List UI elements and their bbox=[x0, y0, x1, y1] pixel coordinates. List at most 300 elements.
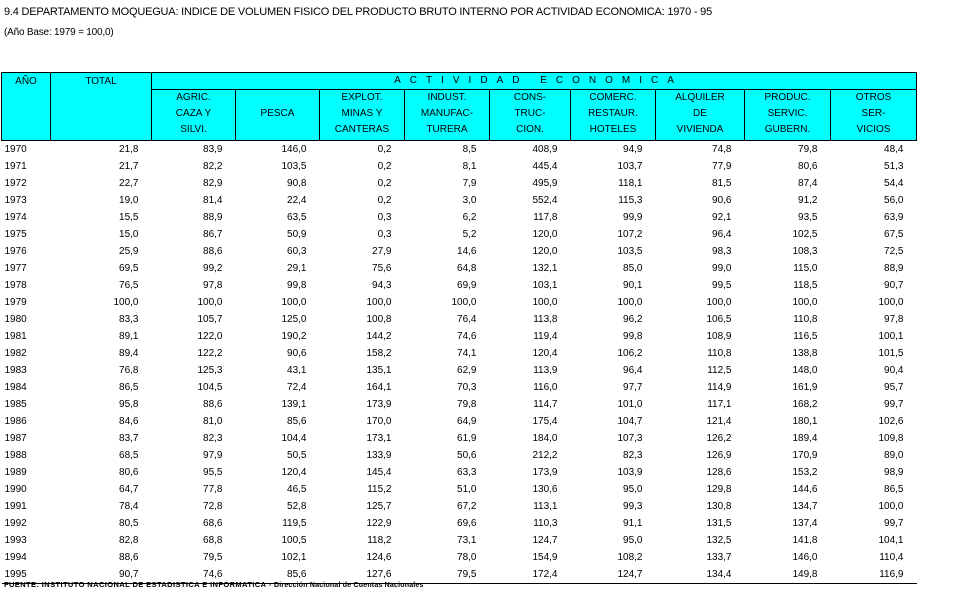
row-value: 100,0 bbox=[197, 297, 223, 308]
row-value: 106,2 bbox=[617, 348, 643, 359]
row-value: 116,5 bbox=[793, 331, 818, 342]
row-value: 63,5 bbox=[287, 212, 307, 223]
row-value: 100,1 bbox=[878, 331, 904, 342]
row-value: 100,0 bbox=[532, 297, 558, 308]
row-value: 51,0 bbox=[457, 484, 477, 495]
row-value: 133,7 bbox=[706, 552, 732, 563]
row-value: 100,8 bbox=[366, 314, 392, 325]
row-value: 99,0 bbox=[712, 263, 732, 274]
header-column-3 bbox=[405, 90, 490, 141]
row-year: 1982 bbox=[4, 348, 27, 359]
row-value: 29,1 bbox=[287, 263, 307, 274]
row-value: 173,9 bbox=[532, 467, 558, 478]
row-value: 120,0 bbox=[532, 246, 558, 257]
row-year: 1973 bbox=[4, 195, 27, 206]
row-value: 92,1 bbox=[712, 212, 732, 223]
row-value: 125,0 bbox=[281, 314, 307, 325]
row-value: 104,7 bbox=[617, 416, 643, 427]
row-value: 110,4 bbox=[879, 552, 904, 563]
row-value: 145,4 bbox=[366, 467, 392, 478]
row-value: 8,5 bbox=[462, 144, 477, 155]
row-year: 1987 bbox=[4, 433, 27, 444]
row-value: 86,5 bbox=[884, 484, 904, 495]
row-value: 74,8 bbox=[712, 144, 732, 155]
row-year: 1975 bbox=[4, 229, 27, 240]
row-value: 146,0 bbox=[281, 144, 307, 155]
row-value: 105,7 bbox=[197, 314, 223, 325]
row-value: 110,8 bbox=[793, 314, 818, 325]
row-value: 125,3 bbox=[197, 365, 223, 376]
row-value: 122,9 bbox=[366, 518, 392, 529]
row-year: 1971 bbox=[4, 161, 27, 172]
row-value: 95,5 bbox=[203, 467, 223, 478]
row-value: 79,8 bbox=[798, 144, 818, 155]
row-value: 76,5 bbox=[119, 280, 139, 291]
row-value: 98,3 bbox=[712, 246, 732, 257]
row-value: 80,6 bbox=[119, 467, 139, 478]
row-value: 96,2 bbox=[623, 314, 643, 325]
row-value: 124,7 bbox=[532, 535, 558, 546]
table-row bbox=[2, 447, 917, 464]
row-value: 164,1 bbox=[366, 382, 392, 393]
row-value: 120,4 bbox=[532, 348, 558, 359]
footnote-label: FUENTE: INSTITUTO NACIONAL DE ESTADISTICA E INFORMATICA - bbox=[4, 580, 272, 589]
row-value: 102,5 bbox=[792, 229, 818, 240]
row-value: 189,4 bbox=[792, 433, 818, 444]
row-value: 99,7 bbox=[884, 518, 904, 529]
row-value: 173,1 bbox=[366, 433, 392, 444]
row-value: 78,0 bbox=[457, 552, 477, 563]
header-column-line: RESTAUR. bbox=[588, 108, 638, 119]
row-value: 100,0 bbox=[792, 297, 818, 308]
row-year: 1974 bbox=[4, 212, 27, 223]
header-column-line: MINAS Y bbox=[341, 108, 383, 119]
row-value: 21,8 bbox=[119, 144, 139, 155]
header-column-line: GUBERN. bbox=[764, 124, 811, 135]
row-value: 103,9 bbox=[617, 467, 643, 478]
row-value: 89,4 bbox=[119, 348, 139, 359]
row-value: 100,0 bbox=[281, 297, 307, 308]
row-value: 96,4 bbox=[712, 229, 732, 240]
row-value: 63,3 bbox=[457, 467, 477, 478]
row-value: 50,6 bbox=[457, 450, 477, 461]
row-value: 133,9 bbox=[366, 450, 392, 461]
row-value: 106,5 bbox=[706, 314, 732, 325]
row-value: 50,9 bbox=[287, 229, 307, 240]
row-value: 90,6 bbox=[287, 348, 307, 359]
row-year: 1993 bbox=[4, 535, 27, 546]
row-value: 21,7 bbox=[119, 161, 139, 172]
header-column-line bbox=[236, 122, 319, 138]
row-year: 1978 bbox=[4, 280, 27, 291]
row-value: 158,2 bbox=[366, 348, 392, 359]
table-row bbox=[2, 311, 917, 328]
header-column-8 bbox=[831, 90, 917, 141]
row-value: 90,7 bbox=[884, 280, 904, 291]
row-value: 113,8 bbox=[533, 314, 558, 325]
row-value: 83,7 bbox=[119, 433, 139, 444]
header-column-2 bbox=[320, 90, 405, 141]
row-value: 69,5 bbox=[119, 263, 139, 274]
row-value: 100,0 bbox=[878, 501, 904, 512]
row-value: 100,0 bbox=[451, 297, 477, 308]
row-value: 104,5 bbox=[197, 382, 223, 393]
table-row bbox=[2, 209, 917, 226]
row-value: 97,8 bbox=[203, 280, 223, 291]
row-value: 115,2 bbox=[367, 484, 392, 495]
row-value: 70,3 bbox=[457, 382, 477, 393]
row-value: 118,1 bbox=[618, 178, 643, 189]
row-value: 175,4 bbox=[532, 416, 558, 427]
table-row bbox=[2, 413, 917, 430]
row-value: 68,6 bbox=[203, 518, 223, 529]
header-column-line: MANUFAC- bbox=[420, 108, 474, 119]
row-value: 81,4 bbox=[203, 195, 223, 206]
row-value: 134,7 bbox=[792, 501, 818, 512]
row-value: 76,8 bbox=[119, 365, 139, 376]
header-column-line: VICIOS bbox=[856, 124, 891, 135]
row-value: 146,0 bbox=[792, 552, 818, 563]
row-year: 1992 bbox=[4, 518, 27, 529]
row-value: 82,3 bbox=[203, 433, 223, 444]
row-value: 99,3 bbox=[623, 501, 643, 512]
table-title: 9.4 DEPARTAMENTO MOQUEGUA: INDICE DE VOLUMEN FISICO DEL PRODUCTO BRUTO INTERNO POR ACTIVIDAD ECONOMICA: 1970 - 95 bbox=[4, 6, 713, 18]
row-value: 60,3 bbox=[287, 246, 307, 257]
row-value: 212,2 bbox=[532, 450, 558, 461]
row-value: 73,1 bbox=[457, 535, 477, 546]
row-value: 76,4 bbox=[457, 314, 477, 325]
row-value: 119,5 bbox=[282, 518, 307, 529]
row-value: 88,6 bbox=[203, 399, 223, 410]
row-value: 103,1 bbox=[532, 280, 558, 291]
row-value: 0,2 bbox=[377, 178, 392, 189]
row-value: 88,6 bbox=[119, 552, 139, 563]
row-year: 1985 bbox=[4, 399, 27, 410]
row-value: 72,8 bbox=[203, 501, 223, 512]
row-value: 52,8 bbox=[287, 501, 307, 512]
row-value: 95,0 bbox=[623, 535, 643, 546]
row-value: 0,3 bbox=[377, 229, 392, 240]
table-row bbox=[2, 328, 917, 345]
table-row bbox=[2, 192, 917, 209]
row-value: 89,1 bbox=[119, 331, 139, 342]
row-value: 161,9 bbox=[792, 382, 818, 393]
row-value: 124,6 bbox=[366, 552, 392, 563]
table-row bbox=[2, 226, 917, 243]
row-year: 1989 bbox=[4, 467, 27, 478]
data-table bbox=[1, 72, 917, 584]
table-row bbox=[2, 243, 917, 260]
row-value: 124,7 bbox=[571, 566, 656, 584]
row-value: 408,9 bbox=[532, 144, 558, 155]
row-value: 122,0 bbox=[197, 331, 223, 342]
row-value: 79,5 bbox=[203, 552, 223, 563]
header-column-line bbox=[236, 90, 319, 106]
row-value: 22,4 bbox=[287, 195, 307, 206]
row-value: 90,7 bbox=[51, 566, 152, 584]
row-value: 144,6 bbox=[792, 484, 818, 495]
row-value: 81,0 bbox=[203, 416, 223, 427]
table-row bbox=[2, 260, 917, 277]
row-value: 168,2 bbox=[792, 399, 818, 410]
row-value: 93,5 bbox=[798, 212, 818, 223]
row-value: 103,5 bbox=[617, 246, 643, 257]
row-value: 184,0 bbox=[532, 433, 558, 444]
row-year: 1979 bbox=[4, 297, 27, 308]
row-year: 1995 bbox=[2, 566, 51, 584]
row-value: 126,9 bbox=[706, 450, 732, 461]
header-column-line: CAZA Y bbox=[175, 108, 212, 119]
row-value: 116,0 bbox=[533, 382, 558, 393]
header-column-5 bbox=[571, 90, 656, 141]
row-value: 132,5 bbox=[706, 535, 732, 546]
row-year: 1972 bbox=[4, 178, 27, 189]
row-year: 1980 bbox=[4, 314, 27, 325]
row-value: 127,6 bbox=[320, 566, 405, 584]
row-value: 132,1 bbox=[532, 263, 558, 274]
row-value: 116,9 bbox=[831, 566, 917, 584]
row-value: 51,3 bbox=[884, 161, 904, 172]
row-value: 118,5 bbox=[793, 280, 818, 291]
row-value: 115,0 bbox=[793, 263, 818, 274]
header-column-line: CONS- bbox=[513, 92, 547, 103]
row-value: 6,2 bbox=[462, 212, 477, 223]
row-value: 190,2 bbox=[281, 331, 307, 342]
row-value: 170,0 bbox=[366, 416, 392, 427]
row-value: 74,6 bbox=[457, 331, 477, 342]
row-value: 100,5 bbox=[281, 535, 307, 546]
row-value: 8,1 bbox=[462, 161, 477, 172]
row-value: 91,2 bbox=[798, 195, 818, 206]
row-value: 81,5 bbox=[712, 178, 732, 189]
table-row bbox=[2, 277, 917, 294]
row-value: 74,6 bbox=[152, 566, 236, 584]
row-value: 97,9 bbox=[203, 450, 223, 461]
row-value: 0,2 bbox=[377, 161, 392, 172]
row-value: 120,4 bbox=[281, 467, 307, 478]
row-value: 131,5 bbox=[706, 518, 732, 529]
header-column-line: VIVIENDA bbox=[676, 124, 724, 135]
row-year: 1991 bbox=[4, 501, 27, 512]
row-value: 88,9 bbox=[884, 263, 904, 274]
row-value: 125,7 bbox=[366, 501, 392, 512]
row-value: 79,5 bbox=[405, 566, 490, 584]
row-value: 114,7 bbox=[533, 399, 558, 410]
header-column-line: PRODUC. bbox=[764, 92, 811, 103]
row-year: 1986 bbox=[4, 416, 27, 427]
header-column-line: SERVIC. bbox=[767, 108, 808, 119]
row-value: 495,9 bbox=[532, 178, 558, 189]
footnote-source: Dirección Nacional de Cuentas Nacionales bbox=[274, 582, 424, 589]
header-column-line: SILVI. bbox=[180, 124, 207, 135]
row-value: 0,2 bbox=[377, 195, 392, 206]
row-value: 7,9 bbox=[462, 178, 477, 189]
row-value: 99,2 bbox=[203, 263, 223, 274]
table-row bbox=[2, 430, 917, 447]
row-year: 1977 bbox=[4, 263, 27, 274]
row-value: 117,8 bbox=[533, 212, 558, 223]
row-value: 99,5 bbox=[712, 280, 732, 291]
row-value: 82,9 bbox=[203, 178, 223, 189]
row-value: 72,4 bbox=[287, 382, 307, 393]
row-value: 135,1 bbox=[366, 365, 392, 376]
row-value: 5,2 bbox=[462, 229, 477, 240]
row-value: 64,9 bbox=[457, 416, 477, 427]
row-value: 72,5 bbox=[884, 246, 904, 257]
row-value: 88,9 bbox=[203, 212, 223, 223]
table-row bbox=[2, 498, 917, 515]
header-column-line: CANTERAS bbox=[334, 124, 390, 135]
row-value: 99,9 bbox=[623, 212, 643, 223]
row-value: 99,8 bbox=[623, 331, 643, 342]
row-value: 117,1 bbox=[707, 399, 732, 410]
header-column-line: PESCA bbox=[260, 108, 295, 119]
header-total: TOTAL bbox=[51, 73, 152, 141]
row-value: 54,4 bbox=[884, 178, 904, 189]
row-value: 137,4 bbox=[792, 518, 818, 529]
row-value: 144,2 bbox=[366, 331, 392, 342]
row-value: 104,1 bbox=[878, 535, 904, 546]
row-value: 119,4 bbox=[533, 331, 558, 342]
row-value: 56,0 bbox=[884, 195, 904, 206]
row-value: 170,9 bbox=[792, 450, 818, 461]
table-header bbox=[2, 73, 917, 141]
row-value: 108,2 bbox=[617, 552, 643, 563]
row-value: 3,0 bbox=[462, 195, 477, 206]
source-footnote bbox=[4, 580, 424, 589]
row-value: 94,9 bbox=[623, 144, 643, 155]
table-row bbox=[2, 549, 917, 566]
row-value: 88,6 bbox=[203, 246, 223, 257]
table-row bbox=[2, 481, 917, 498]
table-row bbox=[2, 345, 917, 362]
row-value: 110,3 bbox=[533, 518, 558, 529]
row-value: 68,8 bbox=[203, 535, 223, 546]
row-value: 87,4 bbox=[798, 178, 818, 189]
row-value: 100,0 bbox=[617, 297, 643, 308]
table-row bbox=[2, 362, 917, 379]
table-row bbox=[2, 379, 917, 396]
row-year: 1983 bbox=[4, 365, 27, 376]
row-value: 75,6 bbox=[372, 263, 392, 274]
row-value: 103,7 bbox=[617, 161, 643, 172]
row-value: 83,9 bbox=[203, 144, 223, 155]
table-subtitle: (Año Base: 1979 = 100,0) bbox=[4, 27, 114, 38]
row-value: 90,1 bbox=[623, 280, 643, 291]
row-value: 110,8 bbox=[707, 348, 732, 359]
row-value: 148,0 bbox=[792, 365, 818, 376]
row-value: 108,3 bbox=[792, 246, 818, 257]
row-value: 104,4 bbox=[281, 433, 307, 444]
row-value: 100,0 bbox=[706, 297, 732, 308]
row-year: 1988 bbox=[4, 450, 27, 461]
row-value: 100,0 bbox=[878, 297, 904, 308]
row-value: 126,2 bbox=[706, 433, 732, 444]
row-value: 80,5 bbox=[119, 518, 139, 529]
header-column-line: AGRIC. bbox=[176, 92, 211, 103]
row-value: 68,5 bbox=[119, 450, 139, 461]
row-value: 112,5 bbox=[707, 365, 732, 376]
row-value: 64,8 bbox=[457, 263, 477, 274]
row-value: 67,5 bbox=[884, 229, 904, 240]
row-value: 134,4 bbox=[656, 566, 745, 584]
header-column-line: CION. bbox=[516, 124, 544, 135]
row-value: 82,8 bbox=[119, 535, 139, 546]
row-value: 100,0 bbox=[366, 297, 392, 308]
header-column-line: TRUC- bbox=[514, 108, 546, 119]
row-value: 15,0 bbox=[119, 229, 139, 240]
header-column-6 bbox=[656, 90, 745, 141]
row-value: 141,8 bbox=[792, 535, 818, 546]
row-value: 86,7 bbox=[203, 229, 223, 240]
row-value: 84,6 bbox=[119, 416, 139, 427]
row-year: 1984 bbox=[4, 382, 27, 393]
row-value: 86,5 bbox=[119, 382, 139, 393]
row-value: 139,1 bbox=[281, 399, 307, 410]
row-value: 172,4 bbox=[490, 566, 571, 584]
row-value: 121,4 bbox=[706, 416, 732, 427]
row-value: 95,7 bbox=[884, 382, 904, 393]
row-value: 19,0 bbox=[119, 195, 139, 206]
header-column-line: ALQUILER bbox=[675, 92, 725, 103]
header-column-7 bbox=[745, 90, 831, 141]
row-value: 99,7 bbox=[884, 399, 904, 410]
table-body bbox=[2, 141, 917, 584]
row-value: 78,4 bbox=[119, 501, 139, 512]
table-row bbox=[2, 532, 917, 549]
row-value: 96,4 bbox=[623, 365, 643, 376]
row-value: 69,9 bbox=[457, 280, 477, 291]
row-value: 120,0 bbox=[532, 229, 558, 240]
row-value: 97,8 bbox=[884, 314, 904, 325]
row-value: 108,9 bbox=[706, 331, 732, 342]
row-value: 122,2 bbox=[197, 348, 223, 359]
row-value: 153,2 bbox=[792, 467, 818, 478]
row-value: 79,8 bbox=[457, 399, 477, 410]
row-value: 67,2 bbox=[457, 501, 477, 512]
row-year: 1981 bbox=[4, 331, 27, 342]
row-value: 48,4 bbox=[884, 144, 904, 155]
row-value: 82,3 bbox=[623, 450, 643, 461]
row-value: 552,4 bbox=[532, 195, 558, 206]
table-row bbox=[2, 464, 917, 481]
header-column-line: HOTELES bbox=[589, 124, 637, 135]
row-value: 85,6 bbox=[236, 566, 320, 584]
row-value: 90,8 bbox=[287, 178, 307, 189]
row-value: 43,1 bbox=[287, 365, 307, 376]
header-column-line: COMERC. bbox=[589, 92, 637, 103]
header-column-line: TURERA bbox=[426, 124, 468, 135]
row-value: 128,6 bbox=[706, 467, 732, 478]
row-value: 90,4 bbox=[884, 365, 904, 376]
row-value: 109,8 bbox=[878, 433, 904, 444]
row-year: 1976 bbox=[4, 246, 27, 257]
header-column-1 bbox=[236, 90, 320, 141]
row-value: 63,9 bbox=[884, 212, 904, 223]
row-value: 95,8 bbox=[119, 399, 139, 410]
row-value: 77,9 bbox=[712, 161, 732, 172]
row-value: 113,9 bbox=[533, 365, 558, 376]
row-year: 1994 bbox=[4, 552, 27, 563]
row-value: 85,6 bbox=[287, 416, 307, 427]
row-value: 130,6 bbox=[532, 484, 558, 495]
row-value: 149,8 bbox=[745, 566, 831, 584]
row-year: 1990 bbox=[4, 484, 27, 495]
row-value: 74,1 bbox=[457, 348, 477, 359]
row-value: 83,3 bbox=[119, 314, 139, 325]
row-value: 90,6 bbox=[712, 195, 732, 206]
row-value: 82,2 bbox=[203, 161, 223, 172]
